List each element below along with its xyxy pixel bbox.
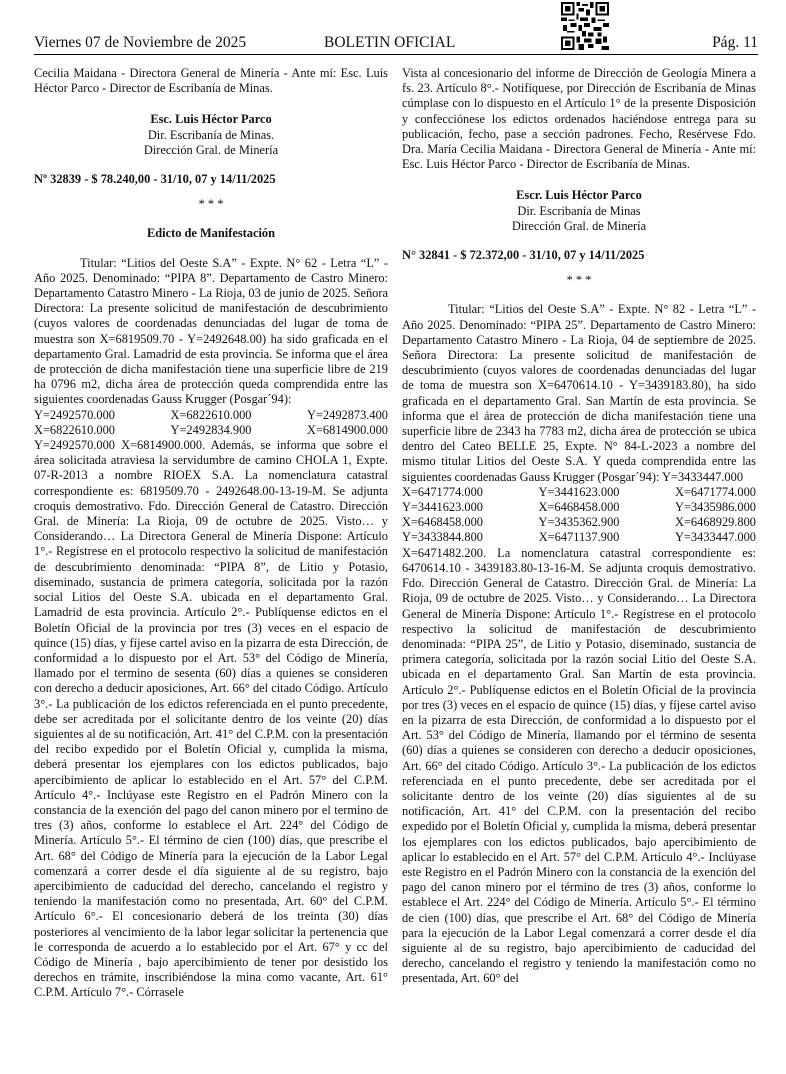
edict-body: Titular: “Litios del Oeste S.A” - Expte. N° 82 - Letra “L” - Año 2025. Denominado: “PIPA 25”. Departamento de Castro Minero: Departamento Catastro Minero - La Rioja, 04 de septiembre de 2025. Señora Directora: La presente solicitud de manifestación de descubrimiento (cuyos valores de coordenadas denunciadas del lugar de toma de muestra son X=6470614.10 - Y=3439183.80), ha sido graficada en el departamento Gral. San Martín de esta provincia. Se informa que el área de protección de dicha manifestación tiene una superficie libre de 2343 ha 7783 m2, dicha área de protección se ubica dentro del Cateo BELLE 25, Expte. N° 84-L-2023 a nombre del mismo titular Litios del Oeste S.A. Y queda comprendida entre las siguientes coordenadas Gauss Krugger (Posgar´94): Y=3433447.000: [402, 302, 756, 484]
signature-role: Dir. Escribanía de Minas: [517, 203, 641, 218]
coordinate: Y=2492834.900: [170, 422, 252, 437]
coordinate: Y=3435986.000: [675, 500, 756, 515]
coordinate: Y=2492570.000: [34, 407, 115, 422]
qr-code-icon: [561, 2, 609, 50]
header-date: Viernes 07 de Noviembre de 2025: [34, 34, 247, 51]
right-column: [402, 66, 756, 987]
page-header: [34, 0, 758, 55]
edict-body-continued: X=6471482.200. La nomenclatura catastral correspondiente es: 6470614.10 - 3439183.80-13-16-M. Se adjunta croquis demostrativo. Fdo. Dirección General de Catastro. Dirección Gral. de Minería: La Rioja, 09 de octubre de 2025. Visto… y Considerando… La Directora General de Minería Dispone: Artículo 1°.- Regístrese en el protocolo respectivo la solicitud de manifestación de descubrimiento denominada: “PIPA 25”, de Litio y Potasio, diseminado, sustancia de primera categoría, solicitada por la razón social Litio del Oeste S.A. ubicada en el departamento Gral. San Martín de esta provincia. Artículo 2°.- Publíquense edictos en el Boletín Oficial de la provincia por tres (3) veces en el espacio de quince (15) días, y fíjese cartel aviso en la pizarra de esta Dirección, de conformidad a lo dispuesto por el Art. 53° del Código de Minería, llamando por el término de sesenta (60) días a quienes se consideren con derecho a deducir oposiciones, Art. 66° del citado Código. Artículo 3°.- La publicación de los edictos referenciada en el punto precedente, debe ser acreditada por el solicitante dentro de los veinte (20) días siguientes al de su notificación, Art. 41° del C.P.M. con la presentación del recibo expedido por el Boletín Oficial y, cumplida la misma, deberá presentar los ejemplares con los edictos publicados, bajo apercibimiento de aplicar lo establecido en el Art. 57° del C.P.M. Artículo 4°.- Inclúyase este Registro en el Padrón Minero con la constancia de la exención del pago del canon minero por el término de tres (3) años, conforme lo establece el Art. 224° del Código de Minería. Artículo 5°.- El término de cien (100) días, que prescribe el Art. 68° del Código de Minería para la ejecución de la Labor Legal comenzará a correr desde el día siguiente al de su registro, bajo apercibimiento de caducidad del derecho, cancelando el registro y teniendo la manifestación como no presentada, Art. 60° del: [402, 545, 756, 986]
coordinates-table: [34, 408, 388, 438]
coordinate: Y=3441623.000: [538, 484, 620, 499]
coordinates-table: [402, 485, 756, 546]
header-title: BOLETIN OFICIAL: [324, 34, 456, 51]
coordinate: Y=3433844.800: [402, 530, 483, 545]
coordinate: Y=3433447.000: [675, 530, 756, 545]
right-intro-text: Vista al concesionario del informe de Dirección de Geología Minera a fs. 23. Artículo 8°.- Notifíquese, por Dirección de Escribanía de Minas cúmplase con lo dispuesto en el Artículo 1° de la presente Disposición y confecciónese los edictos ordenados haciéndose entrega para su publicación, fecho, pase a sección padrones. Fecho, Resérvese Fdo. Dra. María Cecilia Maidana - Directora General de Minería - Ante mí: Esc. Luis Héctor Parco - Director de Escribanía de Minas.: [402, 66, 756, 172]
coordinate: X=6471774.000: [675, 484, 756, 499]
signature-office: Dirección Gral. de Minería: [511, 218, 647, 233]
coordinate: X=6471774.000: [402, 484, 483, 499]
coordinate: Y=2492873.400: [307, 407, 388, 422]
edict-body-continued: Y=2492570.000 X=6814900.000. Además, se informa que sobre el área solicitada atraviesa la servidumbre de camino CHOLA 1, Expte. 07-R-2013 a nombre RIOEX S.A. La nomenclatura catastral correspondiente es: 6819509.70 - 2492648.00-13-19-M. Se adjunta croquis demostrativo. Fdo. Dirección General de Catastro. Dirección Gral. de Minería: La Rioja, 09 de octubre de 2025. Visto… y Considerando… La Directora General de Minería Dispone: Artículo 1°.- Regístrese en el protocolo respectivo la solicitud de manifestación de descubrimiento denominada: “PIPA 8”, de Litio y Potasio, diseminado, sustancia de primera categoría, solicitada por la razón social Litios del Oeste S.A. ubicada en el departamento Gral. Lamadrid de esta provincia. Artículo 2°.- Publíquense edictos en el Boletín Oficial de la provincia por tres (3) veces en el espacio de quince (15) días, y fíjese cartel aviso en la pizarra de esta Dirección, de conformidad a lo dispuesto por el Art. 53° del Código de Minería, llamado por el termino de sesenta (60) días a quienes se consideren con derecho a deducir aposiciones, Art. 66° del citado Código. Artículo 3°.- La publicación de los edictos referenciada en el punto precedente, debe ser acreditada por el solicitante dentro de los veinte (20) días siguientes al de su notificación, Art. 41° del C.P.M. con la presentación del recibo expedido por el Boletín Oficial y, cumplida la misma, deberá presentar los ejemplares con los edictos publicados, bajo apercibimiento de aplicar lo establecido en el Art. 57° del C.P.M. Artículo 4°.- Inclúyase este Registro en el Padrón Minero con la constancia de la exención del pago del canon minero por el termino de tres (3) años, conforme lo establece el Art. 224° del Código de Minería. Artículo 5°.- El término de cien (100) días, que prescribe el Art. 68° del Código de Minería para la ejecución de la Labor Legal comenzará a correr desde el día siguiente al de su registro, bajo apercibimiento de caducidad del derecho, cancelando el registro y teniendo la manifestación como no presentada, Art. 60° del C.P.M. Artículo 6°.- El concesionario deberá de los treinta (30) días posteriores al vencimiento de la labor legar solicitar la pertenencia que le corresponda de acuerdo a lo establecido por el Art. 67° y cc del Código de Minería , bajo apercibimiento de tener por desistido los derechos en trámite, inscribiéndose la mina como vacante, Art. 61° C.P.M. Artículo 7°.- Córrasele: [34, 438, 388, 1000]
signature-office: Dirección Gral. de Minería: [143, 142, 279, 157]
edict-body: Titular: “Litios del Oeste S.A” - Expte. N° 62 - Letra “L” - Año 2025. Denominado: “PIPA 8”. Departamento de Castro Minero: Departamento Catastro Minero - La Rioja, 03 de junio de 2025. Señora Directora: La presente solicitud de manifestación de descubrimiento (cuyos valores de coordenadas denunciadas del lugar de toma de muestra son X=6819509.70 - Y=2492648.00) ha sido graficada en el departamento Gral. Lamadrid de esta provincia. Se informa que el área de protección de dicha manifestación tiene una superficie libre de 219 ha 0796 m2, dicha área de protección queda comprendida entre las siguientes coordenadas Gauss Krugger (Posgar´94):: [34, 255, 388, 407]
left-intro-text: Cecilia Maidana - Directora General de Minería - Ante mí: Esc. Luis Héctor Parco - Director de Escribanía de Minas.: [34, 66, 388, 96]
coordinate: X=6822610.000: [34, 422, 115, 437]
signature-name: Esc. Luis Héctor Parco: [150, 112, 272, 127]
right-signature: [402, 188, 756, 234]
signature-role: Dir. Escribanía de Minas.: [147, 127, 275, 142]
section-title: Edicto de Manifestación: [146, 226, 276, 241]
coordinate: X=6822610.000: [170, 407, 252, 422]
notice-number: Nº 32839 - $ 78.240,00 - 31/10, 07 y 14/11/2025: [34, 172, 276, 187]
left-column: [34, 66, 388, 1001]
separator: * * *: [566, 273, 592, 288]
coordinate: X=6814900.000: [307, 422, 388, 437]
coordinate: X=6471137.900: [538, 530, 620, 545]
coordinate: X=6468458.000: [538, 500, 620, 515]
coordinate: X=6468458.000: [402, 515, 483, 530]
page-number: Pág. 11: [712, 34, 758, 51]
coordinate: X=6468929.800: [675, 515, 756, 530]
coordinate: Y=3441623.000: [402, 500, 483, 515]
notice-number: N° 32841 - $ 72.372,00 - 31/10, 07 y 14/11/2025: [402, 248, 645, 263]
coordinate: Y=3435362.900: [538, 515, 620, 530]
separator: * * *: [198, 197, 224, 212]
signature-name: Escr. Luis Héctor Parco: [516, 188, 642, 203]
left-signature: [34, 112, 388, 158]
